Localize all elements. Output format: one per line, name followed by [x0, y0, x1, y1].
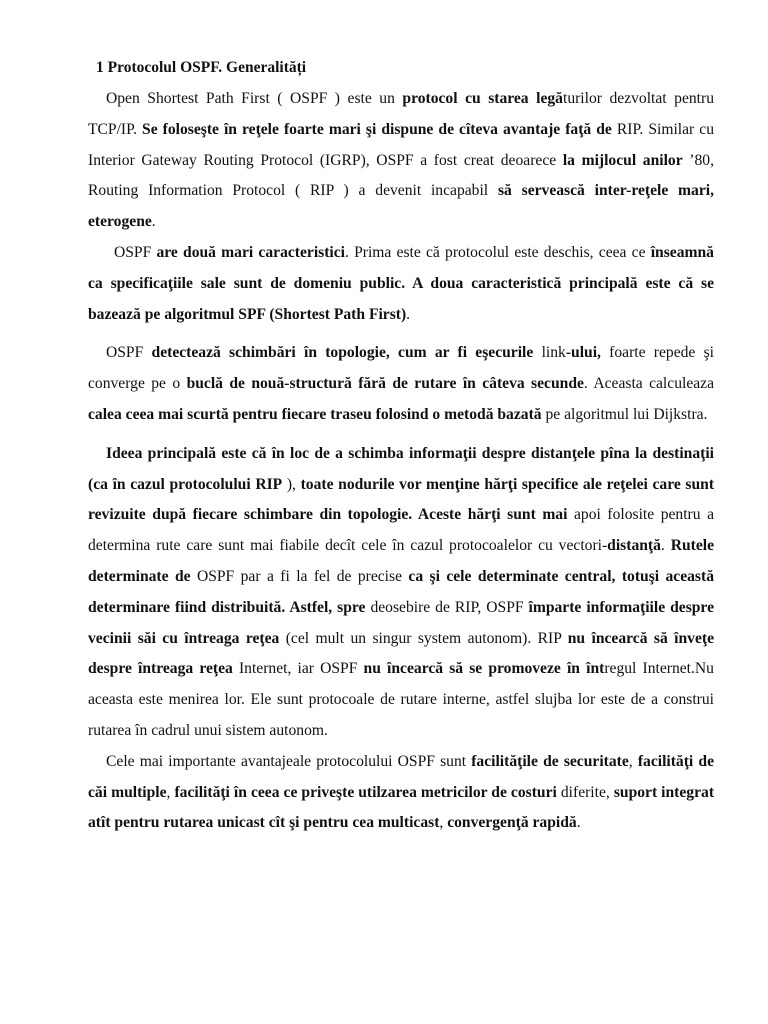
text-run: . Aceasta calculeaza	[583, 375, 715, 393]
text-run: OSPF	[106, 344, 152, 362]
text-run: apoi folosite pentru a determina rute care sunt mai fiabile decît cele în cazul protocoalelor cu vectori-	[88, 506, 714, 555]
text-run: regul Internet.Nu aceasta este menirea lor. Ele sunt protocoale de rutare interne, astfel slujba lor este de a construi rutarea în cadrul unui sistem autonom.	[88, 660, 714, 739]
paragraph-advantages	[88, 747, 714, 839]
bold-text-run: să servească inter-reţele mari, eterogene	[88, 182, 714, 231]
bold-text-run: nu încearcă să se promoveze în înt	[363, 660, 605, 678]
text-run: deosebire de RIP, OSPF	[365, 598, 529, 616]
bold-text-run: detectează schimbări în topologie, cum ar fi eşecurile	[151, 344, 542, 362]
bold-text-run: nu încearcă să înveţe despre întreaga reţea	[88, 629, 715, 678]
bold-text-run: facilităţile de securitate	[471, 752, 629, 770]
text-run: .	[576, 814, 581, 832]
text-run: . Prima este că protocolul este deschis, ceea ce	[345, 243, 651, 261]
paragraph-topology	[88, 338, 714, 430]
bold-text-run: facilităţi în ceea ce priveşte utilzarea metricilor de costuri	[174, 783, 557, 801]
text-run: .	[406, 305, 411, 323]
bold-text-run: Ideea principală este că în loc de a schimba informaţii despre distanţele pîna la destinaţii (ca în cazul protocolului RIP	[88, 444, 714, 493]
paragraph-intro	[88, 84, 714, 238]
text-run: (cel mult un singur system autonom). RIP	[279, 629, 568, 647]
text-run: ),	[282, 475, 301, 493]
paragraph-characteristics	[88, 238, 714, 330]
bold-text-run: calea ceea mai scurtă pentru fiecare traseu folosind o metodă bazată	[88, 405, 542, 423]
text-run: ,	[166, 783, 175, 801]
bold-text-run: buclă de nouă-structură fără de rutare în câteva secunde	[186, 375, 584, 393]
paragraph-main-idea	[88, 439, 714, 747]
bold-text-run: înseamnă ca specificaţiile sale sunt de domeniu public. A doua caracteristică principală este că se bazează pe algoritmul SPF (Shortest Path First)	[88, 243, 714, 323]
bold-text-run: facilităţi de căi multiple	[88, 752, 715, 801]
bold-text-run: convergenţă rapidă	[447, 814, 577, 832]
text-run: Cele mai importante avantajeale protocolului OSPF sunt	[106, 752, 472, 770]
bold-text-run: -ului,	[565, 344, 601, 362]
text-run: Internet, iar OSPF	[232, 660, 364, 678]
bold-text-run: împarte informaţiile despre vecinii săi cu întreaga reţea	[88, 598, 714, 647]
text-run: ’80, Routing Information Protocol ( RIP ) a devenit incapabil	[88, 151, 714, 200]
bold-text-run: distanţă	[607, 537, 661, 555]
bold-text-run: protocol cu starea legă	[402, 90, 563, 107]
bold-text-run: are două mari caracteristici	[156, 243, 345, 261]
section-heading: 1 Protocolul OSPF. Generalități	[96, 59, 307, 76]
text-run: .	[151, 213, 156, 231]
bold-text-run: suport integrat atît pentru rutarea unicast cît şi pentru cea multicast	[88, 783, 715, 832]
bold-text-run: ca şi cele determinate central, totuşi această determinare fiind distribuită. Astfel, spre	[88, 567, 714, 616]
bold-text-run: toate nodurile vor menţine hărţi specifice ale reţelei care sunt revizuite după fiecare schimbare din topologie. Aceste hărţi sunt mai	[88, 475, 715, 524]
text-run: diferite,	[556, 783, 614, 801]
text-run: ,	[439, 814, 448, 832]
text-run: Open Shortest Path First ( OSPF ) este un	[106, 90, 403, 107]
bold-text-run: Rutele determinate de	[88, 537, 715, 585]
bold-text-run: la mijlocul anilor	[562, 151, 683, 169]
text-run: link	[541, 344, 566, 362]
text-run: pe algoritmul lui Dijkstra.	[541, 405, 708, 423]
text-run: RIP. Similar cu Interior Gateway Routing Protocol (IGRP), OSPF a fost creat deoarece	[88, 120, 715, 169]
text-run: turilor dezvoltat pentru TCP/IP.	[88, 90, 714, 138]
text-run: OSPF par a fi la fel de precise	[190, 567, 409, 585]
text-run: foarte repede şi converge pe o	[88, 344, 714, 393]
text-run: OSPF	[114, 243, 157, 261]
text-run: ,	[628, 752, 638, 770]
bold-text-run: Se foloseşte în reţele foarte mari şi dispune de cîteva avantaje faţă de	[142, 120, 612, 138]
text-run: .	[660, 537, 671, 555]
